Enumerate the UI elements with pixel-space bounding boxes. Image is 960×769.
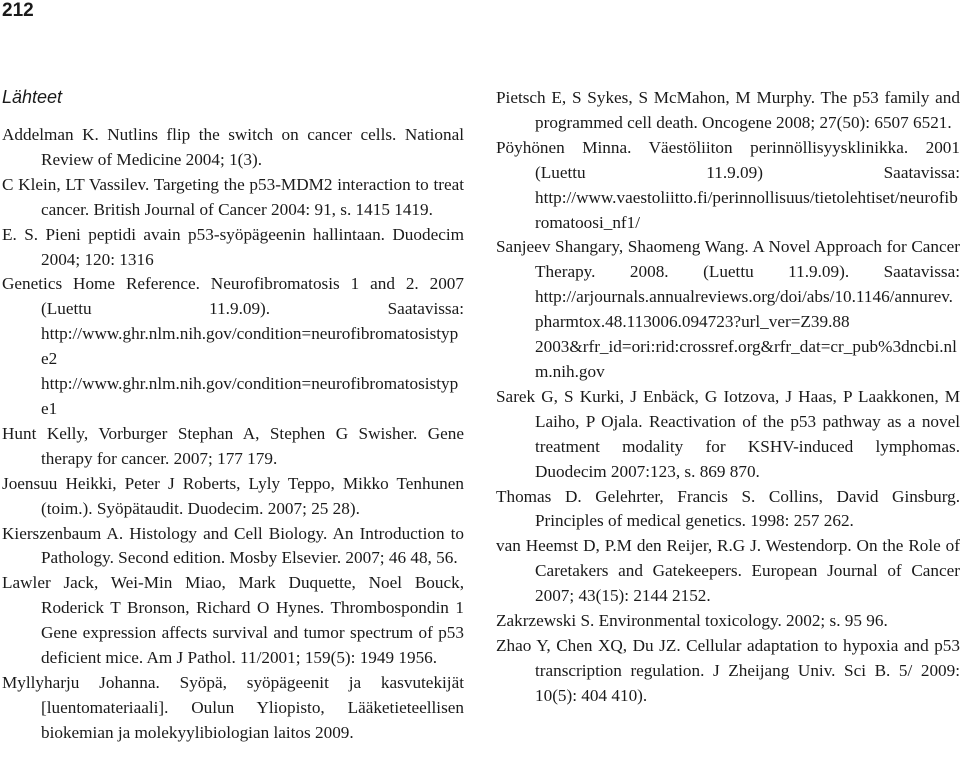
page-number: 212: [2, 0, 34, 21]
reference-entry: Kierszenbaum A. Histology and Cell Biology. An Introduction to Pathology. Second edition. Mosby Elsevier. 2007; 46 48, 56.: [2, 523, 464, 568]
reference-entry: van Heemst D, P.M den Reijer, R.G J. Westendorp. On the Role of Caretakers and Gatekeepers. European Journal of Cancer 2007; 43(15): 2144 2152.: [496, 536, 960, 606]
reference-entry: E. S. Pieni peptidi avain p53-syöpägeenin hallintaan. Duodecim 2004; 120: 1316: [2, 224, 464, 269]
reference-entry: C Klein, LT Vassilev. Targeting the p53-MDM2 interaction to treat cancer. British Journal of Cancer 2004: 91, s. 1415 1419.: [2, 174, 464, 219]
references-left-column: [2, 123, 464, 746]
reference-entry: Pöyhönen Minna. Väestöliiton perinnöllisyysklinikka. 2001 (Luettu 11.9.09) Saatavissa: http://www.vaestoliitto.fi/perinnollisuus/tietolehtiset/neurofibromatoosi_nf1/: [496, 137, 960, 232]
references-right-column: [496, 86, 960, 709]
reference-entry: Joensuu Heikki, Peter J Roberts, Lyly Teppo, Mikko Tenhunen (toim.). Syöpätaudit. Duodecim. 2007; 25 28).: [2, 473, 464, 518]
reference-entry: Zhao Y, Chen XQ, Du JZ. Cellular adaptation to hypoxia and p53 transcription regulation. J Zheijang Univ. Sci B. 5/ 2009: 10(5): 404 410).: [496, 635, 960, 705]
reference-entry: Lawler Jack, Wei-Min Miao, Mark Duquette, Noel Bouck, Roderick T Bronson, Richard O Hynes. Thrombospondin 1 Gene expression affects survival and tumor spectrum of p53 deficient mice. Am J Pathol. 11/2001; 159(5): 1949 1956.: [2, 573, 464, 668]
reference-entry: Zakrzewski S. Environmental toxicology. 2002; s. 95 96.: [496, 611, 888, 631]
reference-entry: Thomas D. Gelehrter, Francis S. Collins, David Ginsburg. Principles of medical genetics. 1998: 257 262.: [496, 486, 960, 531]
reference-entry: Addelman K. Nutlins flip the switch on cancer cells. National Review of Medicine 2004; 1(3).: [2, 125, 464, 169]
reference-entry: Sarek G, S Kurki, J Enbäck, G Iotzova, J Haas, P Laakkonen, M Laiho, P Ojala. Reactivation of the p53 pathway as a novel treatment modality for KSHV-induced lymphomas. Duodecim 2007:123, s. 869 870.: [496, 386, 960, 481]
reference-entry: Hunt Kelly, Vorburger Stephan A, Stephen G Swisher. Gene therapy for cancer. 2007; 177 179.: [2, 423, 464, 468]
reference-entry: Sanjeev Shangary, Shaomeng Wang. A Novel Approach for Cancer Therapy. 2008. (Luettu 11.9.09). Saatavissa: http://arjournals.annualreviews.org/doi/abs/10.1146/annurev.pharmtox.48.113006.094723?url_ver=Z39.88 2003&rfr_id=ori:rid:crossref.org&rfr_dat=cr_pub%3dncbi.nlm.nih.gov: [496, 237, 960, 381]
reference-entry: Genetics Home Reference. Neurofibromatosis 1 and 2. 2007 (Luettu 11.9.09). Saatavissa: http://www.ghr.nlm.nih.gov/condition=neurofibromatosistype2 http://www.ghr.nlm.nih.gov/condition=neurofibromatosistype1: [2, 274, 464, 418]
reference-entry: Myllyharju Johanna. Syöpä, syöpägeenit ja kasvutekijät [luentomateriaali]. Oulun Yliopisto, Lääketieteellisen biokemian ja molekyylibiologian laitos 2009.: [2, 672, 464, 742]
references-heading: Lähteet: [2, 87, 63, 107]
reference-entry: Pietsch E, S Sykes, S McMahon, M Murphy. The p53 family and programmed cell death. Oncogene 2008; 27(50): 6507 6521.: [496, 88, 960, 132]
